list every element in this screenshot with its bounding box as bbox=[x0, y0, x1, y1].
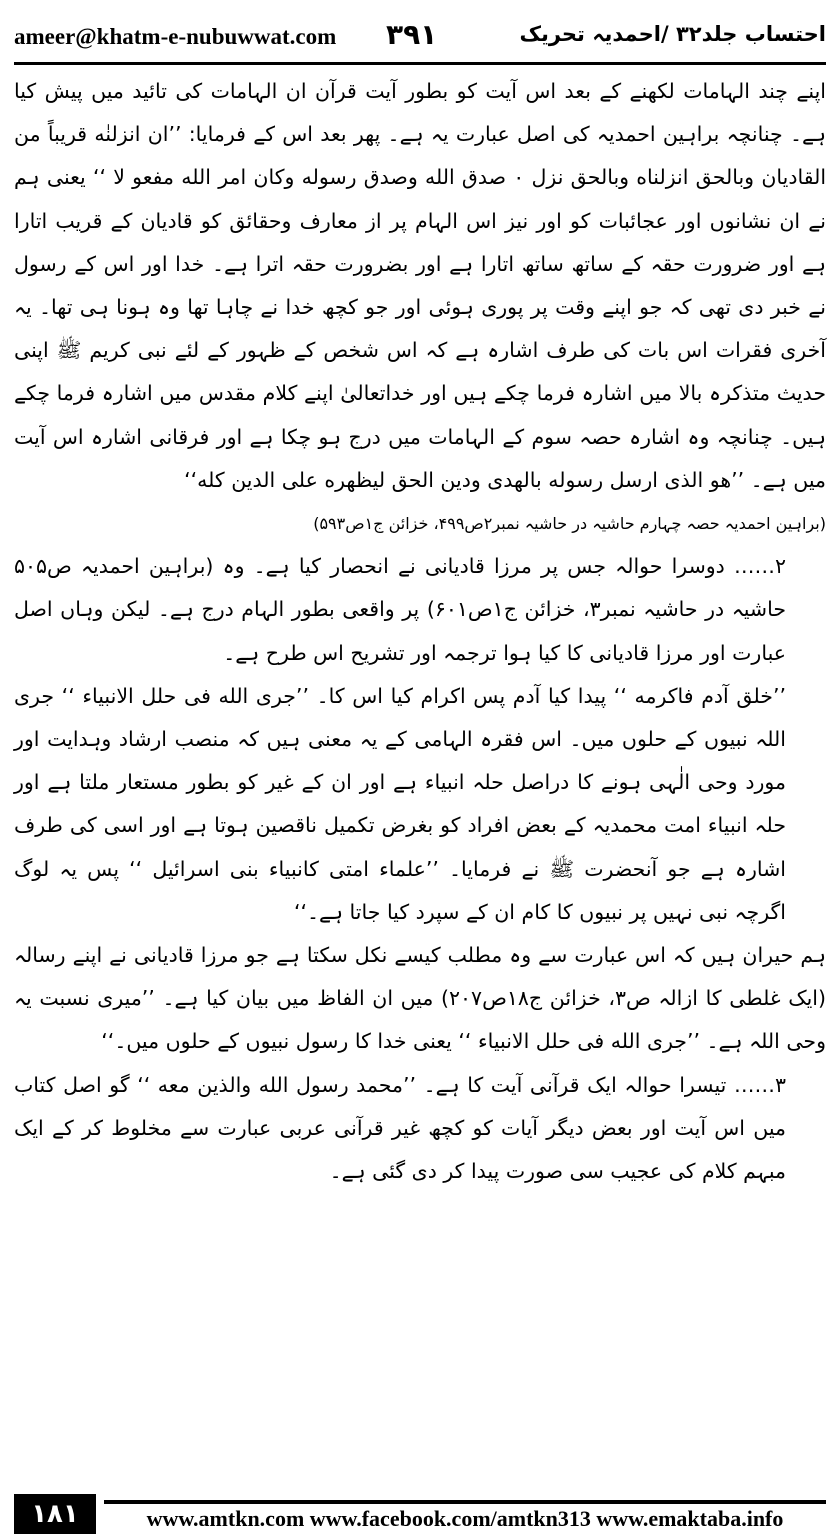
header-running-title: احتساب جلد۳۲ /احمدیہ تحریک bbox=[519, 22, 826, 46]
paragraph-5 bbox=[14, 1064, 826, 1194]
page-footer bbox=[14, 1494, 826, 1534]
paragraph-2 bbox=[14, 545, 826, 675]
reference-1: (براہین احمدیہ حصہ چہارم حاشیہ در حاشیہ نمبر۲ص۴۹۹، خزائن ج۱ص۵۹۳) bbox=[313, 514, 826, 534]
footer-folio: ۱۸۱ bbox=[14, 1494, 96, 1534]
header-email: ameer@khatm-e-nubuwwat.com bbox=[14, 24, 337, 49]
footer-urls: www.amtkn.com www.facebook.com/amtkn313 www.emaktaba.info bbox=[146, 1506, 784, 1531]
paragraph-2-text: دوسرا حوالہ جس پر مرزا قادیانی نے انحصار کیا ہے۔ وہ (براہین احمدیہ ص۵۰۵ حاشیہ در حاشیہ نمبر۳، خزائن ج۱ص۶۰۱) پر واقعی بطور الہام درج ہے۔ لیکن وہاں اصل عبارت اور مرزا قادیانی کا کیا ہوا ترجمہ اور تشریح اس طرح ہے۔ bbox=[14, 554, 787, 665]
paragraph-1: اپنے چند الہامات لکھنے کے بعد اس آیت کو بطور آیت قرآن ان الہامات کی تائید میں پیش کیا ہے۔ چنانچہ براہین احمدیہ کی اصل عبارت یہ ہے۔ پھر بعد اس کے فرمایا: ’’ان انزلنٰه قريباً من القاديان وبالحق انزلناه وبالحق نزل ۰ صدق الله وصدق رسوله وكان امر الله مفعو لا ‘‘ یعنی ہم نے ان نشانوں اور عجائبات کو اور نیز اس الہام پر از معارف وحقائق کو قادیان کے قریب اتارا ہے اور ضرورت حقہ کے ساتھ ساتھ اتارا ہے اور بضرورت حقہ اترا ہے۔ خدا اور اس کے رسول نے خبر دی تھی کہ جو اپنے وقت پر پوری ہوئی اور جو کچھ خدا نے چاہا تھا وہ ہونا ہی تھا۔ یہ آخری فقرات اس بات کی طرف اشارہ ہے کہ اس شخص کے ظہور کے لئے نبی کریم ﷺ اپنی حدیث متذکرہ بالا میں اشارہ فرما چکے ہیں اور خداتعالیٰ اپنے کلام مقدس میں اشارہ فرما چکے ہیں۔ چنانچہ وہ اشارہ حصہ سوم کے الہامات میں درج ہو چکا ہے اور فرقانی اشارہ اس آیت میں ہے۔ ’’هو الذى ارسل رسوله بالهدى ودين الحق ليظهره على الدين كله‘‘ bbox=[14, 79, 827, 492]
main-text bbox=[14, 70, 826, 1193]
paragraph-4: ہم حیران ہیں کہ اس عبارت سے وہ مطلب کیسے نکل سکتا ہے جو مرزا قادیانی نے اپنے رسالہ (ایک غلطی کا ازالہ ص۳، خزائن ج۱۸ص۲۰۷) میں ان الفاظ میں بیان کیا ہے۔ ’’میری نسبت یہ وحی اللہ ہے۔ ’’جرى الله فى حلل الانبياء ‘‘ یعنی خدا کا رسول نبیوں کے حلوں میں۔‘‘ bbox=[14, 943, 826, 1054]
header-rule bbox=[14, 62, 826, 65]
header-page-number: ۳۹۱ bbox=[386, 18, 438, 51]
paragraph-5-number: ۳…… bbox=[726, 1072, 786, 1097]
footer-rule bbox=[104, 1500, 826, 1504]
paragraph-2-number: ۲…… bbox=[724, 554, 786, 579]
page-header bbox=[14, 18, 826, 60]
paragraph-5-text: تیسرا حوالہ ایک قرآنی آیت کا ہے۔ ’’محمد رسول الله والذين معه ‘‘ گو اصل کتاب میں اس آیت اور بعض دیگر آیات کو کچھ غیر قرآنی عربی عبارت سے مخلوط کر کے ایک مبہم کلام کی عجیب سی صورت پیدا کر دی گئی ہے۔ bbox=[14, 1072, 786, 1184]
paragraph-3: ’’خلق آدم فاكرمه ‘‘ پیدا کیا آدم پس اکرام کیا اس کا۔ ’’جرى الله فى حلل الانبياء ‘‘ جری اللہ نبیوں کے حلوں میں۔ اس فقرہ الہامی کے یہ معنی ہیں کہ منصب ارشاد وہدایت اور مورد وحی الٰہی ہونے کا دراصل حلہ انبیاء ہے اور ان کے غیر کو بطور مستعار ملتا ہے اور حلہ انبیاء امت محمدیہ کے بعض افراد کو بغرض تکمیل ناقصین ہوتا ہے اور اسی کی طرف اشارہ ہے جو آنحضرت ﷺ نے فرمایا۔ ’’علماء امتى كانبياء بنى اسرائيل ‘‘ پس یہ لوگ اگرچہ نبی نہیں پر نبیوں کا کام ان کے سپرد کیا جاتا ہے۔‘‘ bbox=[14, 683, 786, 924]
